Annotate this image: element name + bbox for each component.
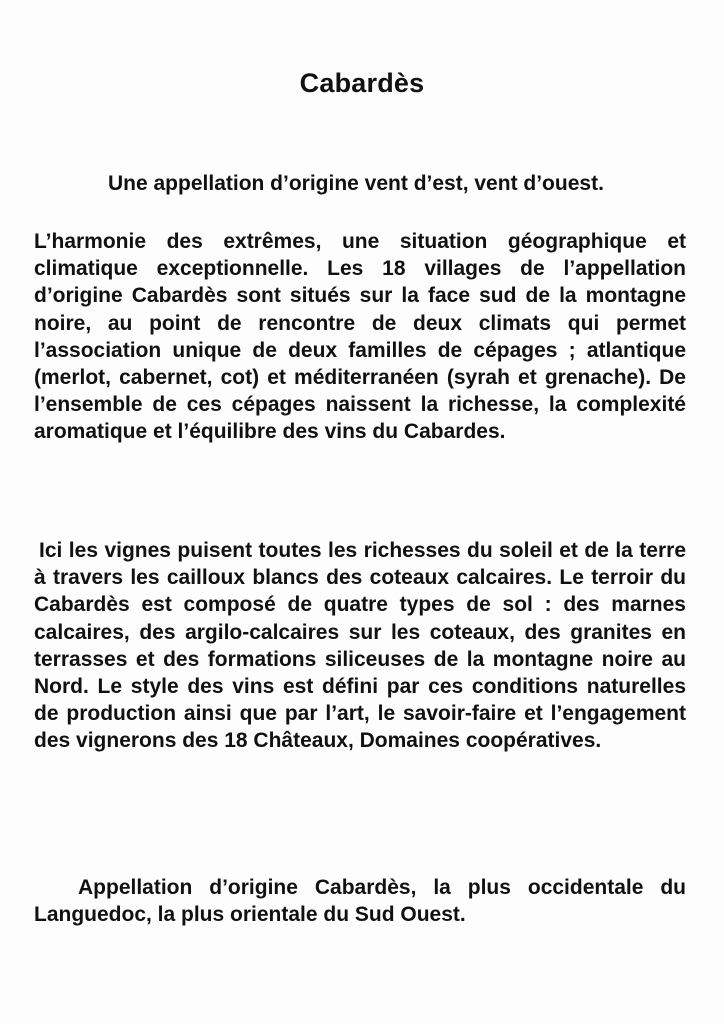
- document-subtitle: Une appellation d’origine vent d’est, vent d’ouest.: [108, 172, 604, 195]
- document-title: Cabardès: [299, 68, 425, 98]
- paragraph-harmonie: L’harmonie des extrêmes, une situation géographique et climatique exceptionnelle. Les 18 villages de l’appellation d’origine Cabardès sont situés sur la face sud de la montagne noire, au point de rencontre de deux climats qui permet l’association unique de deux familles de cépages ; atlantique (merlot, cabernet, cot) et méditerranéen (syrah et grenache). De l’ensemble de ces cépages naissent la richesse, la complexité aromatique et l’équilibre des vins du Cabardes.: [34, 230, 686, 444]
- paragraph-terroir: Ici les vignes puisent toutes les richesses du soleil et de la terre à travers les cailloux blancs des coteaux calcaires. Le terroir du Cabardès est composé de quatre types de sol : des marnes calcaires, des argilo-calcaires sur les coteaux, des granites en terrasses et des formations siliceuses de la montagne noire au Nord. Le style des vins est défini par ces conditions naturelles de production ainsi que par l’art, le savoir-faire et l’engagement des vignerons des 18 Châteaux, Domaines coopératives.: [34, 539, 686, 753]
- paragraph-conclusion: Appellation d’origine Cabardès, la plus occidentale du Languedoc, la plus orientale du Sud Ouest.: [34, 876, 686, 927]
